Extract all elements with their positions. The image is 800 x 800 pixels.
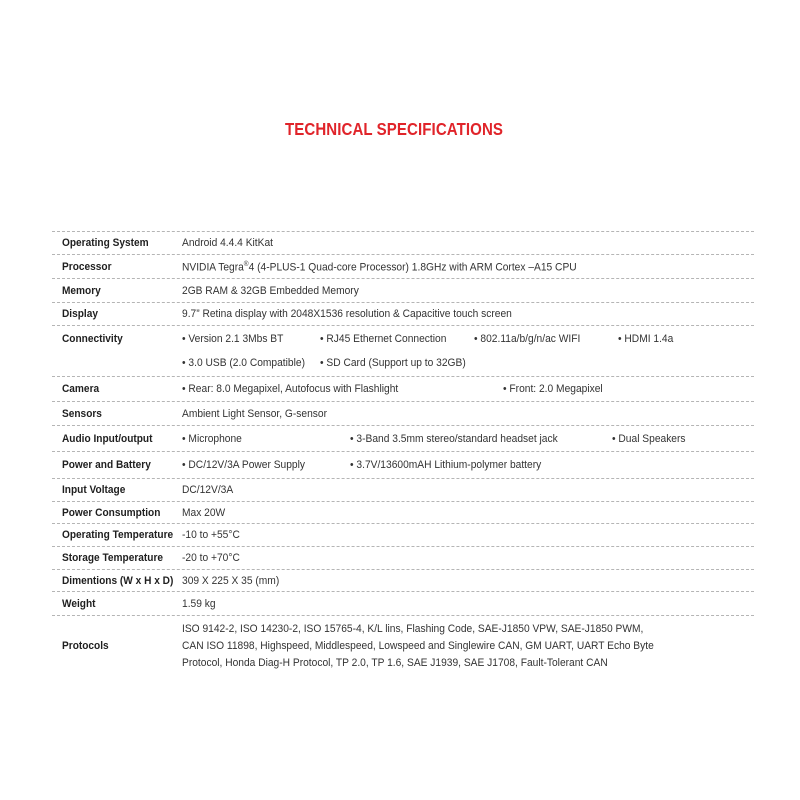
spec-row-connectivity [52,326,754,377]
spec-value: 9.7” Retina display with 2048X1536 resolution & Capacitive touch screen [182,308,512,320]
spec-label: Connectivity [62,333,123,345]
spec-row-input-voltage [52,479,754,502]
connectivity-item: • Version 2.1 3Mbs BT [182,333,284,345]
audio-item: • 3-Band 3.5mm stereo/standard headset jack [350,432,558,445]
spec-label: Sensors [62,407,102,420]
audio-item: • Dual Speakers [612,432,686,445]
spec-table [52,231,754,676]
spec-label: Audio Input/output [62,432,153,445]
spec-row-memory [52,279,754,303]
spec-label: Power and Battery [62,459,151,471]
connectivity-item: • 3.0 USB (2.0 Compatible) [182,357,305,369]
spec-value: Ambient Light Sensor, G-sensor [182,407,328,420]
spec-label: Protocols [62,640,109,652]
spec-value: Max 20W [182,506,226,519]
page-title: TECHNICAL SPECIFICATIONS [284,119,504,139]
spec-row-weight [52,592,754,616]
spec-row-audio [52,426,754,452]
spec-label: Memory [62,284,101,297]
spec-row-sensors [52,402,754,426]
connectivity-item: • 802.11a/b/g/n/ac WIFI [474,333,581,345]
protocols-line: CAN ISO 11898, Highspeed, Middlespeed, Lowspeed and Singlewire CAN, GM UART, UART Echo Byte [182,639,654,652]
spec-value: NVIDIA Tegra®4 (4-PLUS-1 Quad-core Processor) 1.8GHz with ARM Cortex –A15 CPU [182,261,577,274]
spec-value: DC/12V/3A [182,484,234,496]
spec-row-processor [52,255,754,279]
connectivity-item: • RJ45 Ethernet Connection [320,333,447,345]
spec-value: 1.59 kg [182,597,216,610]
protocols-line: Protocol, Honda Diag-H Protocol, TP 2.0, TP 1.6, SAE J1939, SAE J1708, Fault-Tolerant CAN [182,656,608,669]
spec-label: Operating Temperature [62,529,174,541]
spec-value: 2GB RAM & 32GB Embedded Memory [182,284,359,297]
protocols-line: ISO 9142-2, ISO 14230-2, ISO 15765-4, K/L lins, Flashing Code, SAE-J1850 VPW, SAE-J1850 PWM, [182,622,644,635]
camera-item: • Front: 2.0 Megapixel [503,383,603,395]
spec-row-power-consumption [52,502,754,524]
spec-label: Operating System [62,237,149,249]
spec-row-display [52,303,754,326]
spec-label: Storage Temperature [62,552,164,564]
spec-label: Power Consumption [62,506,161,519]
power-item: • DC/12V/3A Power Supply [182,459,306,471]
spec-row-storage-temperature [52,547,754,570]
spec-row-power-battery [52,452,754,479]
spec-row-operating-temperature [52,524,754,547]
power-item: • 3.7V/13600mAH Lithium-polymer battery [350,459,542,471]
spec-row-protocols [52,616,754,676]
spec-label: Display [62,308,99,320]
connectivity-item: • SD Card (Support up to 32GB) [320,357,466,369]
spec-value: -20 to +70°C [182,552,240,564]
spec-row-dimensions [52,570,754,592]
spec-label: Input Voltage [62,484,126,496]
spec-label: Processor [62,260,112,273]
audio-item: • Microphone [182,432,242,445]
camera-item: • Rear: 8.0 Megapixel, Autofocus with Flashlight [182,383,399,395]
spec-label: Dimentions (W x H x D) [62,574,174,587]
spec-value: 309 X 225 X 35 (mm) [182,574,280,587]
spec-row-operating-system [52,232,754,255]
spec-label: Weight [62,597,96,610]
spec-value: -10 to +55°C [182,529,240,541]
connectivity-item: • HDMI 1.4a [618,333,674,345]
spec-value: Android 4.4.4 KitKat [182,237,273,249]
spec-label: Camera [62,383,100,395]
spec-row-camera [52,377,754,402]
